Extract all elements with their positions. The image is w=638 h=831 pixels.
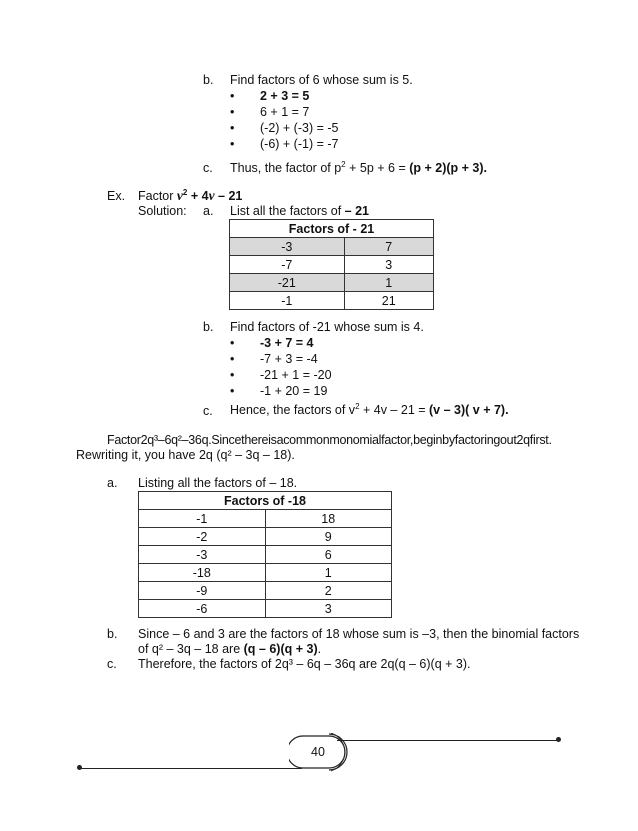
table-row: -2 9 bbox=[139, 528, 392, 546]
list-item: -1 + 20 = 19 bbox=[260, 384, 328, 398]
item-c-text: Therefore, the factors of 2q³ – 6q – 36q are 2q(q – 6)(q + 3). bbox=[138, 657, 471, 671]
item-c-label: c. bbox=[107, 657, 117, 671]
footer-line-left bbox=[80, 768, 302, 769]
list-item: -7 + 3 = -4 bbox=[260, 352, 318, 366]
factors-table-21 bbox=[229, 219, 434, 310]
solution-label: Solution: bbox=[138, 204, 187, 218]
table-row: -1 21 bbox=[230, 292, 434, 310]
item-c-text: Hence, the factors of $v^2 + 4v - 21 = (v - 3)$( v + 7). bbox=[230, 401, 509, 417]
item-b-text: Find factors of 6 whose sum is 5. bbox=[230, 73, 413, 87]
list-item: 6 + 1 = 7 bbox=[260, 105, 310, 119]
table-header: Factors of - 21 bbox=[230, 220, 434, 238]
footer-dot-right bbox=[556, 737, 561, 742]
paragraph-line-1: Factor2q³–6q²–36q.Sincethereisacommonmonomialfactor,beginbyfactoringout2qfirst. bbox=[107, 433, 552, 447]
table-header: Factors of -18 bbox=[139, 492, 392, 510]
item-a-text: List all the factors of – 21 bbox=[230, 204, 369, 218]
item-a-label: a. bbox=[203, 204, 214, 218]
example-label: Ex. bbox=[107, 189, 126, 203]
footer-line-right bbox=[337, 740, 559, 741]
item-b-label: b. bbox=[203, 73, 214, 87]
item-c-label: c. bbox=[203, 404, 213, 418]
factors-table-18 bbox=[138, 491, 392, 618]
list-item: (-2) + (-3) = -5 bbox=[260, 121, 339, 135]
table-row: -1 18 bbox=[139, 510, 392, 528]
item-b-text: Find factors of -21 whose sum is 4. bbox=[230, 320, 424, 334]
table-row: -9 2 bbox=[139, 582, 392, 600]
table-row: -3 7 bbox=[230, 238, 434, 256]
item-a-text: Listing all the factors of – 18. bbox=[138, 476, 298, 490]
table-row: -18 1 bbox=[139, 564, 392, 582]
list-item: 2 + 3 = 5 bbox=[260, 89, 310, 103]
item-b-line-1: Since – 6 and 3 are the factors of 18 whose sum is –3, then the binomial factors bbox=[138, 627, 580, 641]
table-row: -6 3 bbox=[139, 600, 392, 618]
list-item: -21 + 1 = -20 bbox=[260, 368, 332, 382]
item-b-line-2: of q² – 3q – 18 are (q – 6)(q + 3). bbox=[138, 642, 322, 656]
item-b-label: b. bbox=[203, 320, 214, 334]
item-c-text: Thus, the factor of $p^2 + 5p + 6 = (p + 2)(p + 3)$. bbox=[230, 159, 488, 175]
table-row: -21 1 bbox=[230, 274, 434, 292]
example-prompt: Factor $v^2 + 4v - 21$ bbox=[138, 187, 243, 203]
table-row: -7 3 bbox=[230, 256, 434, 274]
item-b-label: b. bbox=[107, 627, 118, 641]
item-a-label: a. bbox=[107, 476, 118, 490]
item-c-label: c. bbox=[203, 161, 213, 175]
page-number: 40 bbox=[311, 745, 325, 759]
footer-dot-left bbox=[77, 765, 82, 770]
list-item: (-6) + (-1) = -7 bbox=[260, 137, 339, 151]
table-row: -3 6 bbox=[139, 546, 392, 564]
list-item: -3 + 7 = 4 bbox=[260, 336, 314, 350]
paragraph-line-2: Rewriting it, you have 2q (q² – 3q – 18). bbox=[76, 448, 295, 462]
